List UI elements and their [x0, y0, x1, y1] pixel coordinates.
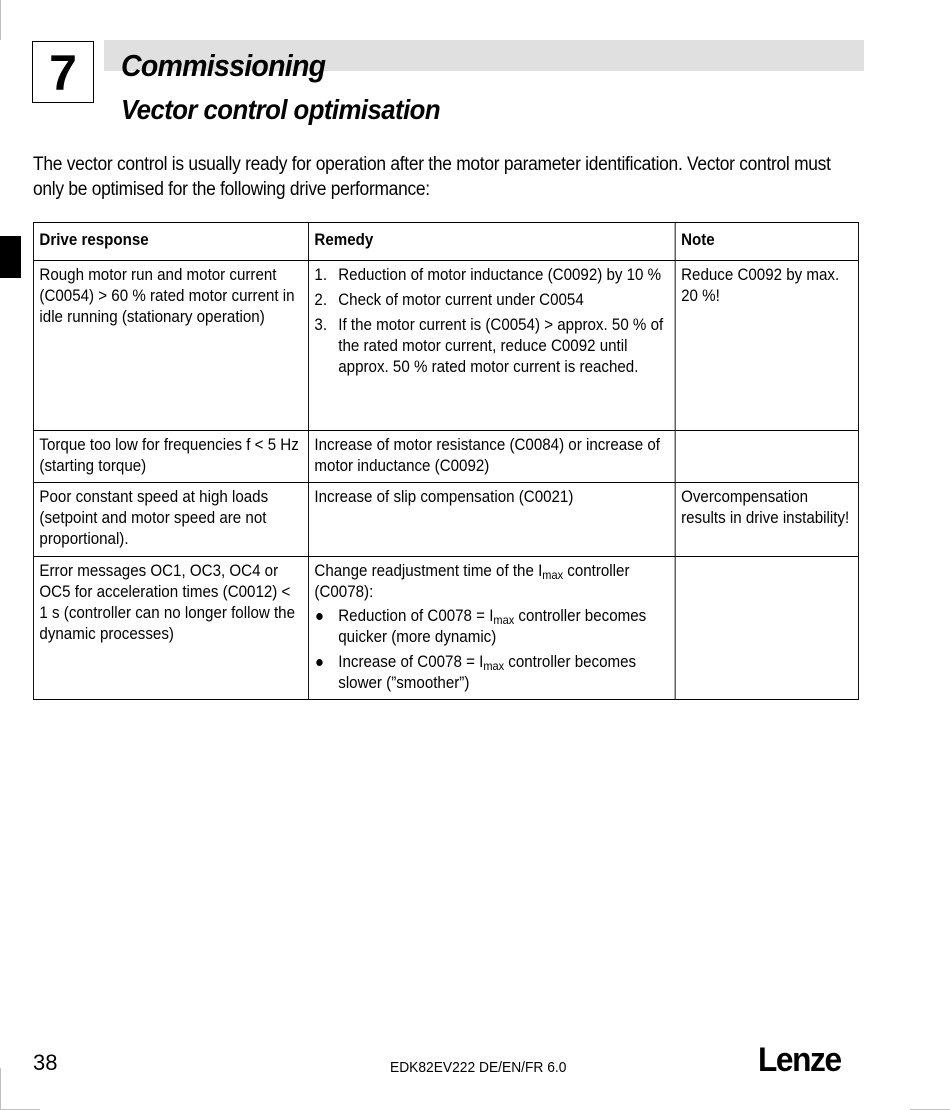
header-remedy: Remedy [308, 223, 675, 261]
chapter-side-tab [0, 236, 21, 278]
remedy-step: 2. Check of motor current under C0054 [314, 291, 584, 309]
crop-mark [0, 1068, 1, 1110]
drive-response-cell: Rough motor run and motor current (C0054) > 60 % rated motor current in idle running (stationary operation) [33, 261, 308, 431]
header-drive-response: Drive response [33, 223, 308, 261]
document-code: EDK82EV222 DE/EN/FR 6.0 [390, 1059, 567, 1076]
section-title: Vector control optimisation [121, 94, 441, 125]
table-row [33, 431, 858, 483]
drive-response-cell: Poor constant speed at high loads (setpoint and motor speed are not proportional). [33, 483, 308, 557]
note-cell: Reduce C0092 by max. 20 %! [675, 261, 858, 431]
table-header-row [33, 223, 858, 261]
remedy-step-text: Check of motor current under C0054 [338, 291, 584, 309]
remedy-step: 3. If the motor current is (C0054) > approx. 50 % of the rated motor current, reduce C0092 until approx. 50 % rated motor current is reached. [314, 316, 664, 376]
remedy-intro: Change readjustment time of the $I_{max}$ controller (C0078): [314, 562, 630, 601]
chapter-number-box: 7 [32, 41, 94, 103]
table-row [33, 557, 858, 700]
table-row [33, 261, 858, 431]
note-cell: Overcompensation results in drive instability! [675, 483, 858, 557]
chapter-title: Commissioning [121, 48, 326, 83]
remedy-cell: Increase of slip compensation (C0021) [308, 483, 675, 557]
optimisation-table [33, 222, 859, 700]
page-number: 38 [33, 1050, 58, 1075]
header-note: Note [675, 223, 858, 261]
bullet-dot-icon [316, 659, 322, 666]
remedy-bullet: Increase of $C0078 = I_{max}$ controller becomes slower (”smoother”) [314, 652, 669, 694]
table-row [33, 483, 858, 557]
note-cell [675, 557, 858, 700]
remedy-bullets [314, 606, 669, 694]
crop-mark [0, 0, 1, 40]
intro-paragraph: The vector control is usually ready for operation after the motor parameter identification. Vector control must only be optimised for the following drive performance: [33, 154, 831, 200]
remedy-step-text: If the motor current is (C0054) > approx. 50 % of the rated motor current, reduce C0092 until approx. 50 % rated motor current is reached. [338, 316, 664, 376]
remedy-cell [308, 261, 675, 431]
note-cell [675, 431, 858, 483]
drive-response-cell: Torque too low for frequencies f < 5 Hz (starting torque) [33, 431, 308, 483]
bullet-dot-icon [316, 613, 322, 620]
remedy-steps [314, 265, 669, 378]
remedy-cell [308, 557, 675, 700]
drive-response-cell: Error messages OC1, OC3, OC4 or OC5 for acceleration times (C0012) < 1 s (controller can no longer follow the dynamic processes) [33, 557, 308, 700]
remedy-step: 1. Reduction of motor inductance (C0092) by 10 % [314, 266, 662, 284]
remedy-cell: Increase of motor resistance (C0084) or increase of motor inductance (C0092) [308, 431, 675, 483]
lenze-logo: Lenze [758, 1041, 841, 1079]
optimisation-table-wrapper [33, 222, 858, 700]
remedy-step-text: Reduction of motor inductance (C0092) by 10 % [338, 266, 662, 284]
remedy-bullet: Reduction of $C0078 = I_{max}$ controller becomes quicker (more dynamic) [314, 606, 669, 648]
